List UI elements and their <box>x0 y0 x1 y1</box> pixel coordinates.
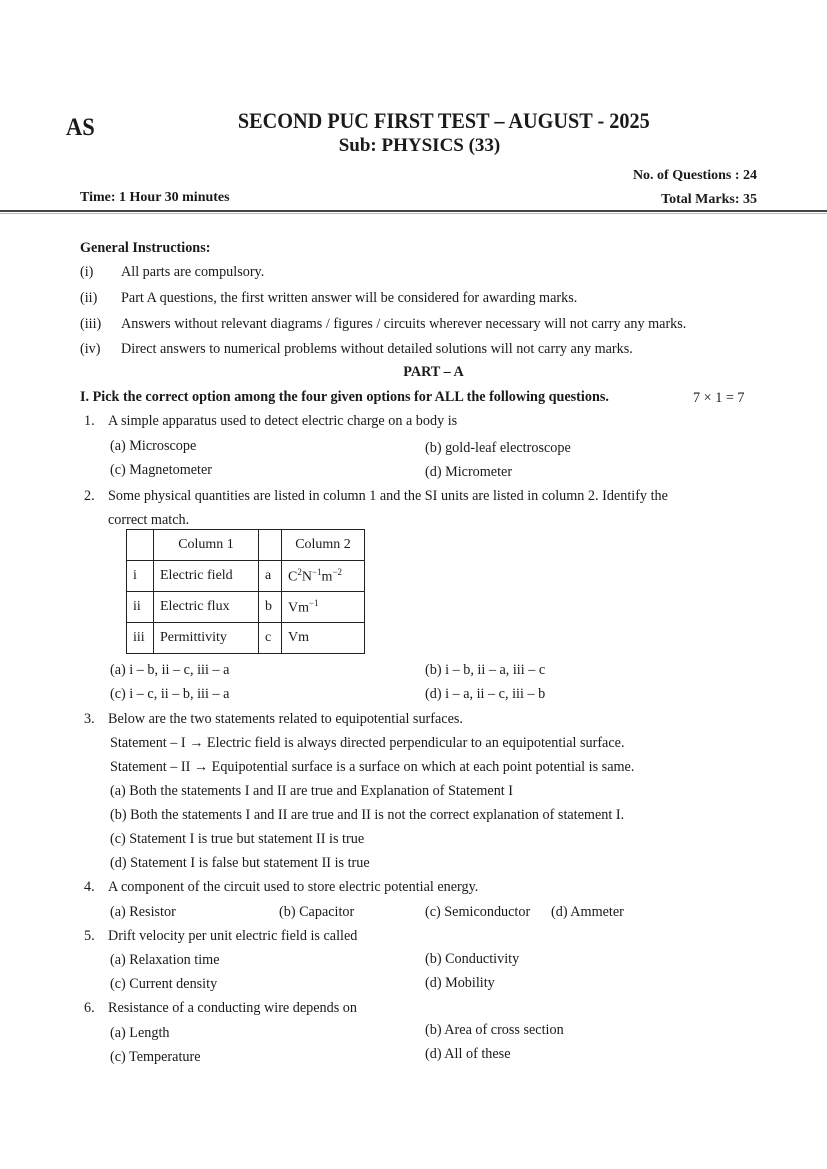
subject-title: Sub: PHYSICS (33) <box>338 135 501 156</box>
unit-base: m <box>321 569 333 585</box>
instruction-num: (i) <box>80 264 94 280</box>
question-text: Resistance of a conducting wire depends on <box>108 1000 357 1016</box>
statement-2: Statement – II → Equipotential surface is a surface on which at each point potential is same. <box>110 759 635 775</box>
option-b: (b) Both the statements I and II are true and II is not the correct explanation of statement I. <box>110 807 625 823</box>
quantity-cell: Electric field <box>154 561 259 592</box>
instructions-heading: General Instructions: <box>80 240 211 256</box>
option-c: (c) i – c, ii – b, iii – a <box>110 686 230 702</box>
key-cell: b <box>259 592 282 623</box>
question-number: 2. <box>84 488 95 504</box>
option-c: (c) Semiconductor <box>425 904 531 920</box>
question-text: Drift velocity per unit electric field is called <box>108 928 358 944</box>
question-number: 3. <box>84 711 95 727</box>
quantity-cell: Electric flux <box>154 592 259 623</box>
option-b: (b) i – b, ii – a, iii – c <box>425 662 546 678</box>
unit-base: C <box>288 569 298 585</box>
option-b: (b) Capacitor <box>279 904 355 920</box>
option-d: (d) Mobility <box>425 975 495 991</box>
option-a: (a) Length <box>110 1025 170 1041</box>
question-text: A component of the circuit used to store electric potential energy. <box>108 879 479 895</box>
section-heading: I. Pick the correct option among the four given options for ALL the following questions. <box>80 389 609 405</box>
unit-base: Vm <box>288 630 309 645</box>
question-text-continued: correct match. <box>108 512 190 528</box>
instruction-text: Part A questions, the first written answer will be considered for awarding marks. <box>121 290 578 306</box>
exam-title <box>0 108 827 134</box>
table-header-cell: Column 2 <box>282 530 365 561</box>
unit-base: Vm <box>288 600 309 616</box>
question-text: Some physical quantities are listed in column 1 and the SI units are listed in column 2. Identify the <box>108 488 668 504</box>
unit-cell <box>282 592 365 623</box>
unit-exponent: −2 <box>332 566 343 577</box>
exam-title-text: SECOND PUC FIRST TEST – AUGUST - 2025 <box>237 108 650 133</box>
unit-exponent: −1 <box>311 566 322 577</box>
option-d: (d) i – a, ii – c, iii – b <box>425 686 546 702</box>
unit-cell <box>282 561 365 592</box>
question-number: 6. <box>84 1000 95 1016</box>
school-logo-text: AS <box>66 114 95 141</box>
question-number: 1. <box>84 413 95 429</box>
header-divider <box>0 210 827 212</box>
unit-cell <box>282 623 365 654</box>
option-d: (d) All of these <box>425 1046 511 1062</box>
option-c: (c) Statement I is true but statement II is true <box>110 831 365 847</box>
option-c: (c) Temperature <box>110 1049 201 1065</box>
key-cell: a <box>259 561 282 592</box>
table-header-cell <box>127 530 154 561</box>
table-header-cell: Column 1 <box>154 530 259 561</box>
instruction-text: Answers without relevant diagrams / figures / circuits wherever necessary will not carry any marks. <box>121 316 687 332</box>
table-header-row <box>127 530 365 561</box>
question-text: A simple apparatus used to detect electric charge on a body is <box>108 413 458 429</box>
total-marks: Total Marks: 35 <box>661 192 757 207</box>
instruction-text: All parts are compulsory. <box>121 264 265 280</box>
option-a: (a) Resistor <box>110 904 176 920</box>
question-number: 4. <box>84 879 95 895</box>
table-row <box>127 592 365 623</box>
option-c: (c) Current density <box>110 976 218 992</box>
option-a: (a) Both the statements I and II are true and Explanation of Statement I <box>110 783 514 799</box>
option-d: (d) Statement I is false but statement II is true <box>110 855 370 871</box>
roman-cell: iii <box>127 623 154 654</box>
option-a: (a) Relaxation time <box>110 952 220 968</box>
num-questions: No. of Questions : 24 <box>632 168 757 183</box>
instruction-num: (ii) <box>80 290 98 306</box>
statement-1: Statement – I → Electric field is always directed perpendicular to an equipotential surface. <box>110 735 625 751</box>
part-title: PART – A <box>403 364 464 380</box>
roman-cell: i <box>127 561 154 592</box>
option-d: (d) Micrometer <box>425 464 513 480</box>
section-marks: 7 × 1 = 7 <box>693 390 745 406</box>
option-b: (b) gold-leaf electroscope <box>425 440 571 456</box>
table-row <box>127 623 365 654</box>
unit-exponent: −1 <box>309 597 319 608</box>
question-number: 5. <box>84 928 95 944</box>
option-a: (a) i – b, ii – c, iii – a <box>110 662 230 678</box>
instruction-num: (iv) <box>80 341 101 357</box>
option-a: (a) Microscope <box>110 438 197 454</box>
exam-time: Time: 1 Hour 30 minutes <box>80 190 230 205</box>
option-b: (b) Area of cross section <box>425 1022 564 1038</box>
header-divider-shadow <box>0 213 827 214</box>
table-header-cell <box>259 530 282 561</box>
quantity-cell: Permittivity <box>154 623 259 654</box>
match-table <box>126 529 365 654</box>
unit-base: N <box>301 569 312 585</box>
instruction-num: (iii) <box>80 316 102 332</box>
question-text: Below are the two statements related to equipotential surfaces. <box>108 711 463 727</box>
option-b: (b) Conductivity <box>425 951 520 967</box>
instruction-text: Direct answers to numerical problems without detailed solutions will not carry any marks. <box>121 341 633 357</box>
table-row <box>127 561 365 592</box>
unit-exponent: 2 <box>297 566 302 577</box>
key-cell: c <box>259 623 282 654</box>
option-d: (d) Ammeter <box>551 904 624 920</box>
roman-cell: ii <box>127 592 154 623</box>
option-c: (c) Magnetometer <box>110 462 213 478</box>
